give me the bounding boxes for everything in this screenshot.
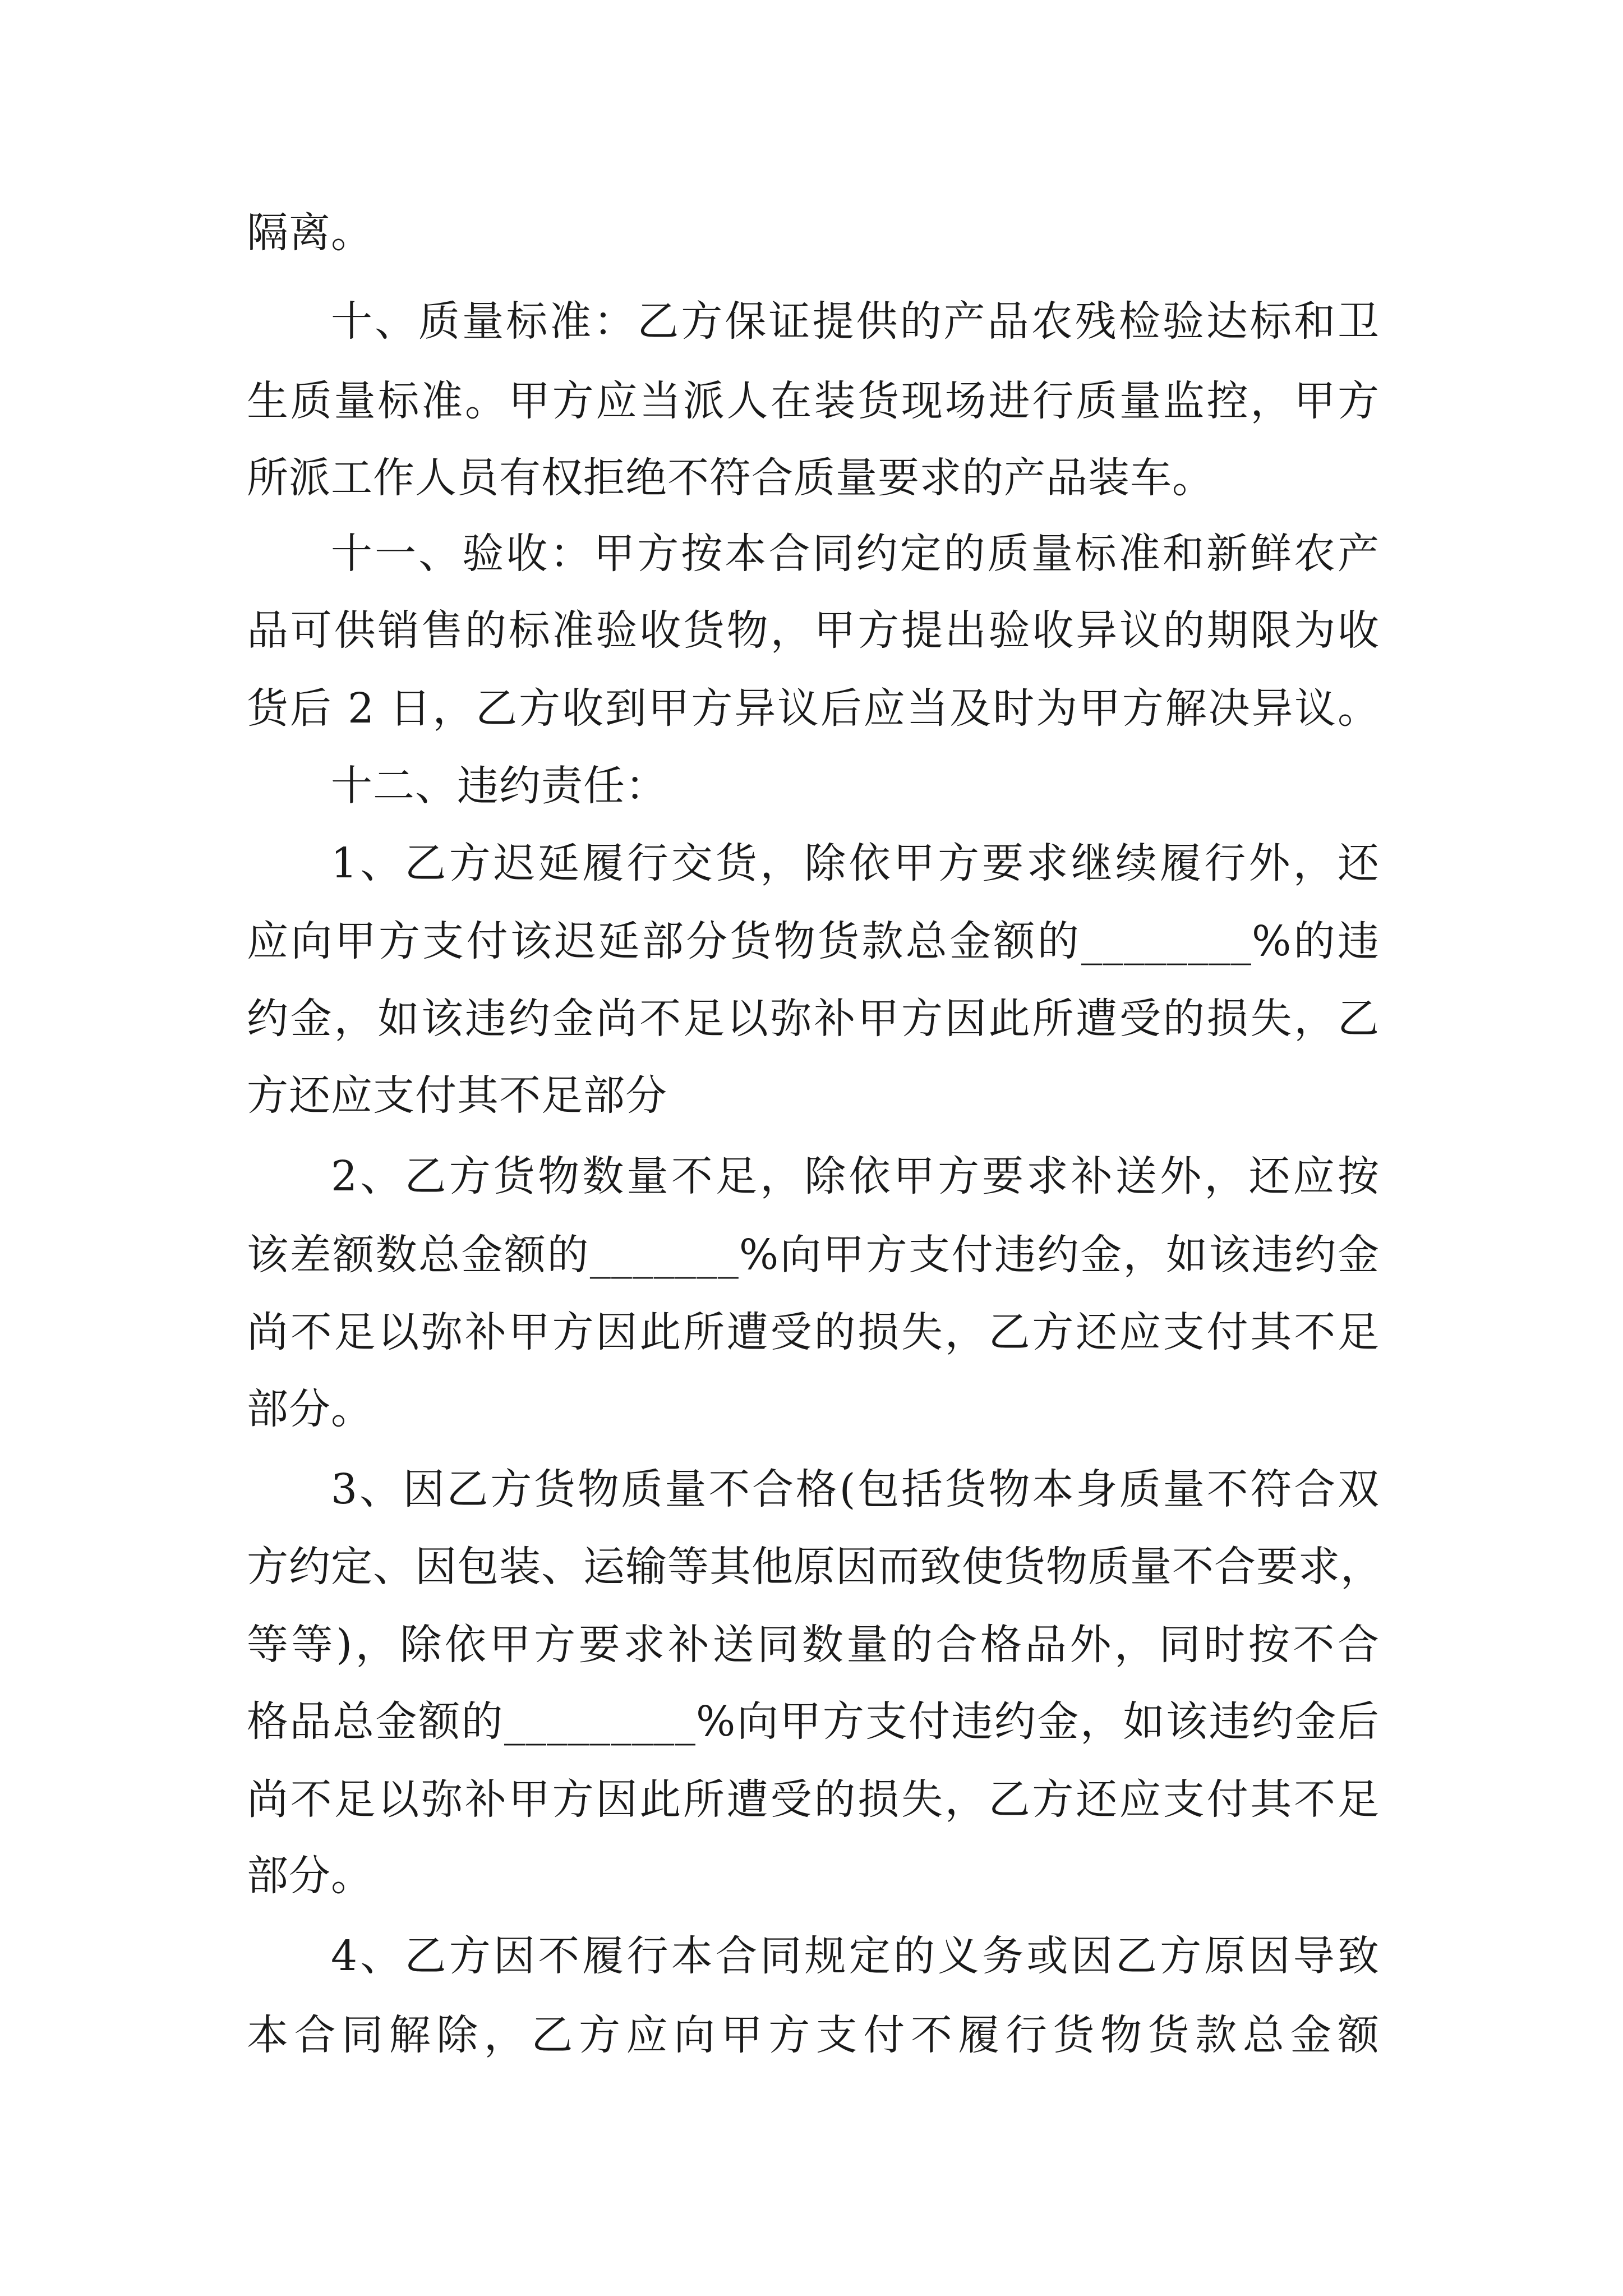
paragraph-line: 隔离。	[247, 209, 373, 257]
clause-11-line: 十一、验收：甲方按本合同约定的质量标准和新鲜农产	[331, 530, 1380, 578]
clause-12-3-line: 尚不足以弥补甲方因此所遭受的损失，乙方还应支付其不足	[247, 1775, 1380, 1824]
clause-12-3-line: 格品总金额的_________%向甲方支付违约金，如该违约金后	[247, 1697, 1380, 1746]
clause-12-heading: 十二、违约责任：	[331, 762, 667, 810]
clause-11-line: 品可供销售的标准验收货物，甲方提出验收异议的期限为收	[247, 606, 1380, 655]
clause-12-3-line: 方约定、因包装、运输等其他原因而致使货物质量不合要求，	[247, 1543, 1382, 1591]
clause-10-line: 生质量标准。甲方应当派人在装货现场进行质量监控，甲方	[247, 377, 1380, 425]
clause-12-1-line: 约金，如该违约金尚不足以弥补甲方因此所遭受的损失，乙	[247, 995, 1380, 1043]
clause-12-2-line: 部分。	[247, 1385, 373, 1433]
clause-12-3-line: 部分。	[247, 1852, 373, 1900]
clause-12-1-line: 1、乙方迟延履行交货，除依甲方要求继续履行外，还	[331, 839, 1380, 887]
clause-12-2-line: 2、乙方货物数量不足，除依甲方要求补送外，还应按	[331, 1152, 1380, 1200]
clause-10-line: 所派工作人员有权拒绝不符合质量要求的产品装车。	[247, 454, 1214, 502]
clause-12-1-line: 方还应支付其不足部分	[247, 1071, 667, 1120]
clause-12-1-line: 应向甲方支付该迟延部分货物货款总金额的________%的违	[247, 917, 1380, 965]
clause-12-2-line: 该差额数总金额的_______%向甲方支付违约金，如该违约金	[247, 1231, 1380, 1279]
clause-12-2-line: 尚不足以弥补甲方因此所遭受的损失，乙方还应支付其不足	[247, 1308, 1380, 1356]
clause-12-3-line: 3、因乙方货物质量不合格(包括货物本身质量不符合双	[331, 1465, 1380, 1513]
clause-11-line: 货后 2 日，乙方收到甲方异议后应当及时为甲方解决异议。	[247, 684, 1380, 733]
clause-12-4-line: 4、乙方因不履行本合同规定的义务或因乙方原因导致	[331, 1932, 1380, 1980]
clause-12-4-line: 本合同解除，乙方应向甲方支付不履行货物货款总金额	[247, 2011, 1380, 2059]
clause-10-line: 十、质量标准：乙方保证提供的产品农残检验达标和卫	[331, 297, 1380, 346]
clause-12-3-line: 等等)，除依甲方要求补送同数量的合格品外，同时按不合	[247, 1621, 1380, 1669]
